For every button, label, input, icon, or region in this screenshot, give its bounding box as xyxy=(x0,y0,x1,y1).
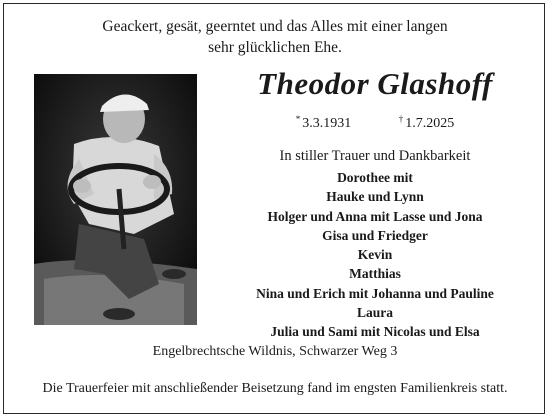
epitaph-quote xyxy=(0,16,550,58)
mourner-line: Julia und Sami mit Nicolas und Elsa xyxy=(270,324,480,340)
mourner-line: Kevin xyxy=(357,247,393,263)
birth-symbol: * xyxy=(295,114,301,124)
mourner-line: Dorothee mit xyxy=(337,170,413,185)
funeral-note: Die Trauerfeier mit anschließender Beisetzung fand im engsten Familienkreis statt. xyxy=(42,381,508,396)
mourner-line: Matthias xyxy=(349,266,401,282)
mourner-line: Hauke und Lynn xyxy=(326,189,424,205)
family-address: Engelbrechtsche Wildnis, Schwarzer Weg 3 xyxy=(152,344,398,359)
epitaph-line-2: sehr glücklichen Ehe. xyxy=(208,39,342,56)
mourner-line: Holger und Anna mit Lasse und Jona xyxy=(267,208,483,224)
mourner-line: Nina und Erich mit Johanna und Pauline xyxy=(256,285,494,301)
death-date: † 1.7.2025 xyxy=(398,114,455,131)
mourner-line: Laura xyxy=(356,305,393,321)
mourning-intro: In stiller Trauer und Dankbarkeit xyxy=(279,148,471,164)
epitaph-line-1: Geackert, gesät, geerntet und das Alles mit einer langen xyxy=(102,18,448,35)
death-symbol: † xyxy=(398,114,404,124)
birth-date: * 3.3.1931 xyxy=(295,114,352,131)
life-dates xyxy=(200,114,550,132)
mourner-line: Gisa und Friedger xyxy=(322,227,428,243)
portrait-photo xyxy=(34,74,197,325)
deceased-name: Theodor Glashoff xyxy=(257,66,493,101)
mourners-list xyxy=(200,168,550,342)
